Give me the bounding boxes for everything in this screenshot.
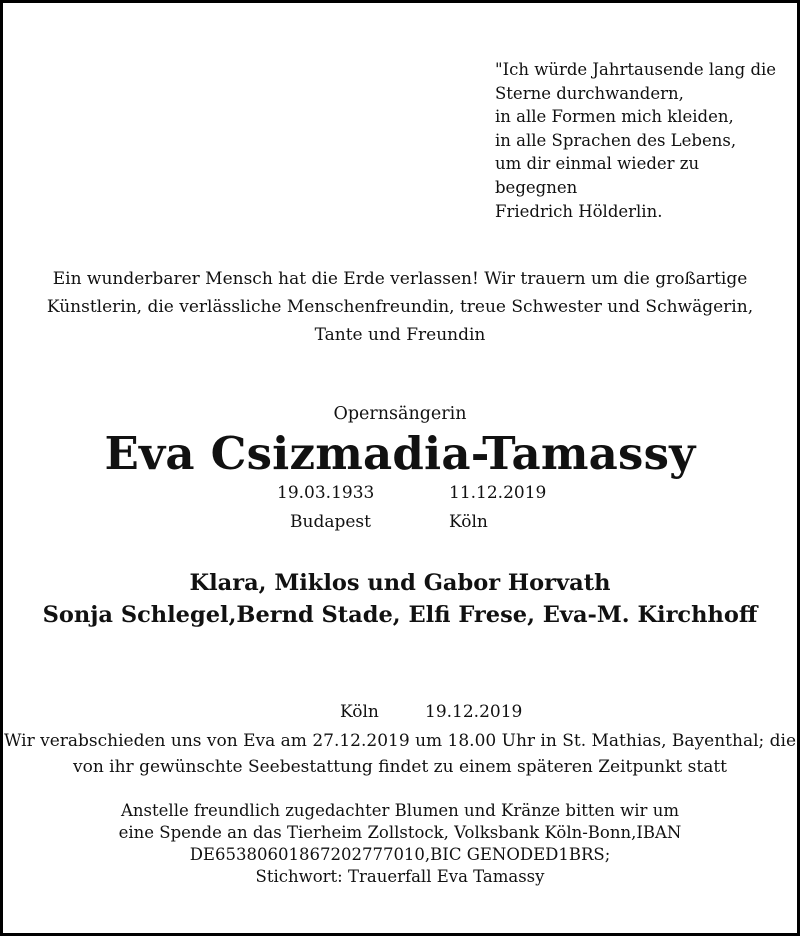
profession: Opernsängerin [333,404,467,424]
quote-author: Friedrich Hölderlin. [495,201,663,221]
intro-line: Ein wunderbarer Mensch hat die Erde verlassen! Wir trauern um die großartige [52,269,748,289]
deceased-name: Eva Csizmadia-Tamassy [104,427,696,480]
death-place: Köln [449,512,488,532]
quote-line: Sterne durchwandern, [495,83,684,103]
quote-line: begegnen [495,177,578,197]
intro-line: Künstlerin, die verlässliche Menschenfreundin, treue Schwester und Schwägerin, [46,297,754,317]
service-line: Wir verabschieden uns von Eva am 27.12.2019 um 18.00 Uhr in St. Mathias, Bayenthal; die [3,731,797,751]
intro-line: Tante und Freundin [314,325,486,345]
quote-line: in alle Formen mich kleiden, [495,107,734,127]
family-line: Sonja Schlegel,Bernd Stade, Elfi Frese, Eva-M. Kirchhoff [42,602,758,628]
donation-line: Anstelle freundlich zugedachter Blumen und Kränze bitten wir um [121,801,679,820]
quote-line: "Ich würde Jahrtausende lang die [495,60,777,79]
quote-line: in alle Sprachen des Lebens, [495,130,737,150]
donation-line: eine Spende an das Tierheim Zollstock, Volksbank Köln-Bonn,IBAN [118,823,682,842]
donation-line: DE65380601867202777010,BIC GENODED1BRS; [189,845,611,864]
notice-place: Köln [340,702,379,722]
service-line: von ihr gewünschte Seebestattung findet zu einem späteren Zeitpunkt statt [72,756,728,777]
donation-text [0,800,800,888]
death-date: 11.12.2019 [449,483,547,503]
hoelderlin-quote [495,58,785,223]
notice-date: 19.12.2019 [425,702,523,722]
family-line: Klara, Miklos und Gabor Horvath [189,570,611,596]
service-text [0,729,800,780]
quote-line: um dir einmal wieder zu [495,154,700,174]
birth-date: 19.03.1933 [277,483,375,503]
intro-text [0,265,800,349]
donation-line: Stichwort: Trauerfall Eva Tamassy [255,867,545,886]
birth-place: Budapest [290,512,371,532]
family-names [0,567,800,631]
